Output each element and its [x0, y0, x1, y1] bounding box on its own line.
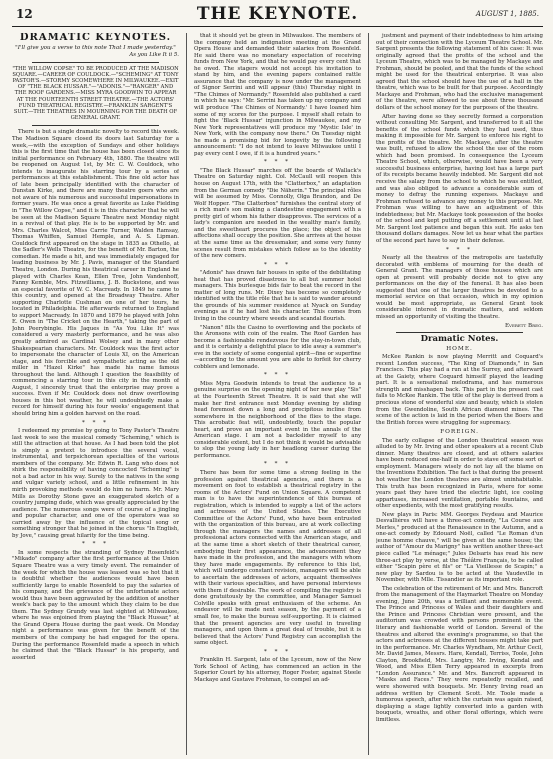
paragraph: Nearly all the theatres of the metropolis are tastefully decorated with emblems of mourning for the death of General Grant. The managers of those houses which are open at present will probably decide not to give any performances on the day of the funeral. It has also been suggested that one of the larger theatres be devoted to a memorial service on that occasion, which in my opinion would be most appropriate, as General Grant took considerable interest in dramatic matters, and seldom missed an opportunity of visiting the theatre.: [376, 255, 543, 320]
column-2: [194, 33, 361, 755]
paragraph: justment and payment of their indebtedness to him arising out of their connection with the Lyceum Theatre School. Mr. Sargent presents the following statement of his case: It was originally agreed that the profits of the school and the Lyceum Theatre, which was to be managed by Mackaye and Frohman, should be pooled, and that the funds of the school might be used for the theatrical enterprise. It was also agreed that the school should have the use of a hall in the theatre, which was to be built for that purpose. Accordingly Mackaye and Frohman, who had the exclusive management of the theatre, were allowed to use about three thousand dollars of the school money for the purposes of the theatre.: [376, 33, 543, 112]
foreign-heading: FOREIGN.: [440, 429, 479, 436]
home-heading: HOME.: [446, 345, 473, 352]
article-summary: "THE WILLOW COPSE" TO BE PRODUCED AT THE MADISON SQUARE.—CAREER OF COULDOCK.—"SCHEMING" AT TONY PASTOR'S.—STORMY SCOMEWHERE IN MILWAUKEE.—EXIT OF "THE BLACK HUSSAR."—"ADONIS."—"RANGER" AND THE ROOF GARDENS.—MISS MYRA GOODWIN TO APPEAR AT THE FOURTEENTH STREET THEATRE.—THE ACTORS' FUND THEATRICAL REGISTRY.—FRANKLIN SARGENT'S SUIT.—THE THEATRES IN MOURNING FOR THE DEATH OF GENERAL GRANT.: [12, 65, 179, 122]
column-3: [376, 33, 543, 755]
paragraph: Miss Myra Goodwin intends to treat the audience to a genuine surprise on the opening night of her new play "Sis" at the Fourteenth Street Theatre. It is said that she will make her first entrance next Monday evening by sliding head foremost down a long and precipitous incline from somewhere in the neighborhood of the flies to the stage. This acrobatic feat will, undoubtedly, touch the popular heart, and prove an important event in the annals of the American stage. I am not a backslider myself to any considerable extent, but I do not think it would be advisable to slop the young lady in her headlong career during the performance.: [194, 380, 361, 459]
paper-title: THE KEYNOTE.: [196, 4, 359, 24]
paragraph: In some respects the stranding of Sydney Rosenfeld's "Mikado" company after the first performance at the Union Square Theatre was a very timely event. The remainder of the week for which the house was leased was so hot that it is doubtful whether the audiences would have been sufficiently large to enable Rosenfeld to pay the salaries of his company, and the grievance of the unfortunate actors would thus have been aggravated by the addition of another week's back pay to the amount which they claim to be due them. The Sydney Grundy was last sighted at Milwaukee, where he was enjoined from playing the "Black Hussar," at the Grand Opera House during the past week. On Monday night a performance was given for the benefit of the members of the company he had engaged for the opera. During the performance Rosenfeld made a speech in which he claimed that the "Black Hussar" is his property, and asserted: [12, 549, 179, 661]
divider: [32, 62, 159, 63]
divider: [32, 125, 159, 126]
asterism-separator: * * *: [446, 246, 473, 253]
paragraph: The early collapse of the London theatrical season was alluded to by Mr. Irving and other speakers at a recent Club dinner. Many theatres are closed, and at others salaries have been reduced one-half in order to stave off some sort of employment. Managers wisely do not lay all the blame on the Inventions Exhibition. The fact is that during the present hot weather the London theatres are almost uninhabitable. This truth has been recognized in Paris, where for some years past they have tried the electric light, ice cooling appartuses, increased ventilation, portable fountains, and other expedients, with the most gratifying results.: [376, 437, 543, 510]
asterism-separator: * * *: [82, 541, 109, 548]
paragraph: "Nanon" fills the Casino to overflowing and the pockets of the Aronsons with coin of the realm. The Roof Garden has become a fashionable rendezvous for the stay-in-town club, and it is certainly a delightful place to idle away a summer's eve in the society of some congenial spirit—fine or superfine—according to the amount you are able to forfeit for cherry cobblers and lemonade.: [194, 324, 361, 370]
paragraph: "Adonis" has drawn fair houses in spite of the debilitating heat that has proved disastrous to all but summer hotel managers. This burlesque bids fair to beat the record in the matter of long runs. Mr. Dixey has become so completely identified with the title rôle that he is said to wander around the grounds of his summer residence at Nyack on Sunday evenings as if he had lost his character. This comes from living in the country where weeds and scandal flourish.: [194, 270, 361, 322]
page-number: 12: [16, 7, 33, 21]
asterism-separator: * * *: [264, 159, 291, 166]
author-signature: Everett Breg.: [504, 322, 543, 329]
paragraph: Franklin H. Sargent, late of the Lyceum, now of the New York School of Acting, has commenced an action in the Superior Court by his attorney, Roger Foster, against Steele Mackaye and Gustave Frohman, to compel an ad-: [194, 657, 361, 683]
notes-title: Dramatic Notes.: [420, 334, 499, 345]
asterism-separator: * * *: [82, 419, 109, 426]
column-divider: [368, 33, 369, 755]
article-columns: [12, 33, 543, 755]
asterism-separator: * * *: [264, 648, 291, 655]
asterism-separator: * * *: [264, 261, 291, 268]
column-divider: [186, 33, 187, 755]
publication-date: AUGUST 1, 1885.: [475, 10, 539, 18]
column-1: [12, 33, 179, 755]
paragraph: After having done so they secretly formed a corporation without consulting Mr. Sargent, and transferred to it all the benefits of the school funds which they had used, thus making it impossible for Mr. Sargent to enforce his right to the profits of the theatre. Mr. Mackaye, after the theatre was built, refused to allow the school the use of the room which had been promised. In consequence the Lyceum Theatre School, which, otherwise, would have been a very successful business enterprise, having lost has a large part of its receipts became heavily indebted. Mr. Sargent did not receive the salary from the school to which he was entitled, and was also obliged to advance a considerable sum of money to defray the running expenses. Mackaye and Frohman refused to advance any money to this purpose. Mr. Frohman was willing to have an adjustment of this indebtedness; but Mr. Mackaye took possession of the books of the school and kept putting off a settlement until at last Mr. Sargent lost patience and began this suit. He asks ten thousand dollars damages. Now let us hear what the parties of the second part have to say in their defense.: [376, 113, 543, 244]
masthead: [12, 6, 543, 27]
motto-quote: "I'll give you a verse to this note That I made yesterday.": [15, 44, 176, 51]
asterism-separator: * * *: [264, 372, 291, 379]
paragraph: McKee Rankin is now playing Merritt and Coquard's recent London success, "The King of Diamonds," in San Francisco. This play had a run at the Surrey, and afterward at the Gaiety, where Coquard himself played the leading part. It is a sensational melodrama, and has numerous strength and misshapen back. This part in the present cast falls to McKee Rankin. The title of the play is derived from a precious stone of wonderful size and beauty, which is stolen from the Gwendoline, South African diamond mines. The scene of the action is laid in the period when the Boers and the British forces were struggling for supremacy.: [376, 354, 543, 426]
paragraph: New plays in Paris: MM. Georges Feydeau and Maurice Desvallières will have a three-act comedy, "La Course aux Merles," produced at the Renaissance in the Autumn, and a one-act comedy by Edouard Noël, called "Le Roman d'un jeune homme chauve," will be given at the same house; the author of "Amour du Marigny" has written another three-act piece called "Le ménage;" Jules Delsaris has read his new three-act play by verse, at the Théâtre Français, to be called either "Scapin père et fils" or "La Vieillesse de Scapin;" a new play by Sardou is to be acted at the Vaudeville in November, with Mlle. Tissandier as its important role.: [376, 511, 543, 584]
motto-source: As you Like It ii 5.: [129, 52, 179, 59]
paragraph: There is but a single dramatic novelty to record this week. The Madison Square closed its doors last Saturday for a week,—with the exception of Sundays and other holidays this is the first time that the house has been closed since its initial performance on February 4th, 1880. The theatre will be reopened on August 1st, by Mr. C. W. Couldock, who intends to inaugurate his starring tour by a series of performances at this establishment. This fine old actor has of late been principally identified with the character of Dunstan Kirke, and there are many theatre goers who are not aware of his numerous and successful impersonations in former years. He was once a great favorite as Luke Fielding in "The Willow Copse," and it is in this character that he will be seen at the Madison Square Theatre next Monday night in a revival of that play. He is to be supported by Mr. and Mrs. Charles Walcot, Miss Carrie Turner, Walden Ramsay, Thomas Whiffen, Samuel Hemple, and A. S. Lipman. Couldock first appeared on the stage in 1835 as Othello, at the Sadler's Wells Theatre, for the benefit of Mr. Barton, the comedian. He made a hit, and was immediately engaged for leading business by Mr. J. Pavis, manager of the Standard Theatre, London. During his theatrical career in England he played with Charles Kean, Ellen Tree, John Vandenhoff, Fanny Kemble, Mrs. Fitzwilliams, J. B. Buckstone, and was an especial favorite of W. C. Macready. In 1849 he came to this country, and opened at the Broadway Theatre. After supporting Charlotte Cushman on one of her tours, he located in Philadelphia. He afterwards returned to England to support Macready. In 1870 and 1879 he played with John E. Owen in "The Cricket on the Hearth," taking the part of John Peerybingle. His Jaques in "As You Like It" was considered a very masterly performance, and he was also greatly admired as Cardinal Wolsey and in many other Shakespearian characters. Mr. Couldock was the first actor to impersonate the character of Louis XI, on the American stage, and his forcible and sympathetic acting as the old miller in "Hazel Kirke" has made his name famous throughout the land. Although I question the feasibility of commencing a starring tour in this city in the month of August, I sincerely trust that the enterprise may prove a success. Even if Mr. Couldock does not draw overflowing houses in this hot weather, he will undoubtedly make a record for himself during his four weeks' engagement that should bring him a golden harvest on the road.: [12, 129, 179, 417]
paragraph: "The Black Hussar" marches off the boards of Wallack's Theatre on Saturday night. Col. McCaull will reopen this house on August 17th, with the "Clatterbox," an adaptation from the German comedy "Die Näherin." The principal rôles will be assumed by Miss. Connolly, Olga Brandon, and De Wolf Hopper. "The Clatterbox" furnishes the central story of a rich man's son making a clandestine engagement with a pretty girl of whom his father disapproves. The services of a lady's companion are needed in the wealthy man's family, and the sweetheart procures the place; the object of his affections shall occupy the position. She arrives at the house at the same time as the dressmaker, and some very funny scenes result from mistakes which follow as to the identity of the new comers.: [194, 167, 361, 260]
paragraph: The celebration of the retirement of Mr. and Mrs. Bancroft from the management of the Haymarket Theatre on Monday evening, June 20th, was a brilliant and memorable event. The Prince and Princess of Wales and their daughters and the Prince and Princess Christian were present, and the auditorium was crowded with persons prominent in the literary and fashionable world of London. Several of the theatres and altered the evening's programme, so that the actors and actresses at the different houses might take part in the performance. Mr. Charles Wyndham, Mr. Arthur Cecil, Mr. David James, Messrs. Hare, Kendall, Terriss, Toole, John Clayton, Brookfield, Mrs. Langtry, Mr. Irving, Kendal and Wood, and Miss Ellen Terry appeared in excerpts from "London Assurance." Mr. and Mrs. Bancroft appeared in "Masks and Faces." They were repeatedly recalled, and were showered with bouquets. Mr. Henry Irving read an address written by Clement Scott. Mr. Toole made a humorous speech, after which the curtain was again raised, displaying a stage lightly converted into a garden with bouquets, wreaths, and other floral offerings, which were limitless.: [376, 585, 543, 723]
paragraph: that it should yet be given in Milwaukee. The members of the company held an indignation meeting at the Grand Opera House and demanded their salaries from Rosenfeld. He said there was no monetary expectation of receiving funds from New York, and that he would pay every cent that he owed. The stagers would not accept his invitation to stand by him, and the evening papers contained rattle assurance that the company is now under the management of Signor Serrini and will appear (this) Thursday night in "The Chimes of Normandy." Rosenfeld also published a card in which he says: "Mr. Serrini has taken up my company and will produce 'The Chimes of Normandy.' I have loaned him some of my scores for the purpose. I myself shall retain to fight the 'Black Hussar' injunction in Milwaukee, and my New York representatives will produce my 'Mystic Isle' in New York, with the company now there." On Tuesday night he made a promising bid for longevity by the following announcement: "I do not intend to leave Milwaukee until I pay every cent I owe, if it is a hundred years.": [194, 33, 361, 157]
paragraph: I redeemed my promise by going to Tony Pastor's Theatre last week to see the musical comedy "Scheming," which is still the attraction at that house. As I had been told the plot is simply a pretext to introduce the several vocal, instrumental, and terpsichorean specialties of the various members of the company. Mr. Edwin R. Lang who does not shirk the responsibility of having concocted "Scheming" is not a bad actor in his way. Surely to the natives in the song and vulgar variety school, and a little refinement in his mirth provoking methods would do him no harm. Mr. Mary Mills as Dorothy Stone gave an exaggerated sketch of a country jumping dude, which was greatly appreciated by the audience. The numerous songs were of course of a jingling and popular character, and one of the operators was so carried away by the influence of the topical song or something stronger that he joined in the chorus "In English, by Jove," causing great hilarity for the time being.: [12, 428, 179, 539]
divider: [396, 332, 523, 333]
section-title: DRAMATIC KEYNOTES.: [19, 33, 172, 43]
asterism-separator: * * *: [264, 461, 291, 468]
paragraph: There has been for some time a strong feeling in the profession against theatrical agencies, and there is a movement on foot to establish a theatrical registry in the rooms of the Actors' Fund on Union Square. A competent man is to have the superintendence of this bureau of registration, which is intended to supply a list of the actors and actresses of the United States. The Executive Committee of the Actors' Fund, who have been entrusted with the organization of this bureau, are at work collecting through the managers the names and addresses of all professional actors connected with the American stage, and at the same time a short sketch of their theatrical career, embodying their first appearance, the advancement they have made in the profession, and the managers with whom they have made engagements. By reference to this list, which will undergo constant revision, managers will be able to ascertain the addresses of actors, acquaint themselves with their various specialties, and have personal interviews with them if desirable. The work of compiling the registry is done gratuitously by the committee, and Manager Samuel Colville speaks with great enthusiasm of the scheme. An endeavor will be made next season, by the payment of a small fee, to make the bureau self-supporting. It is claimed that the present agencies are very useful in traveling managers, and upon them a great deal of trouble, but it is believed that the Actors' Fund Registry can accomplish the same object.: [194, 470, 361, 647]
